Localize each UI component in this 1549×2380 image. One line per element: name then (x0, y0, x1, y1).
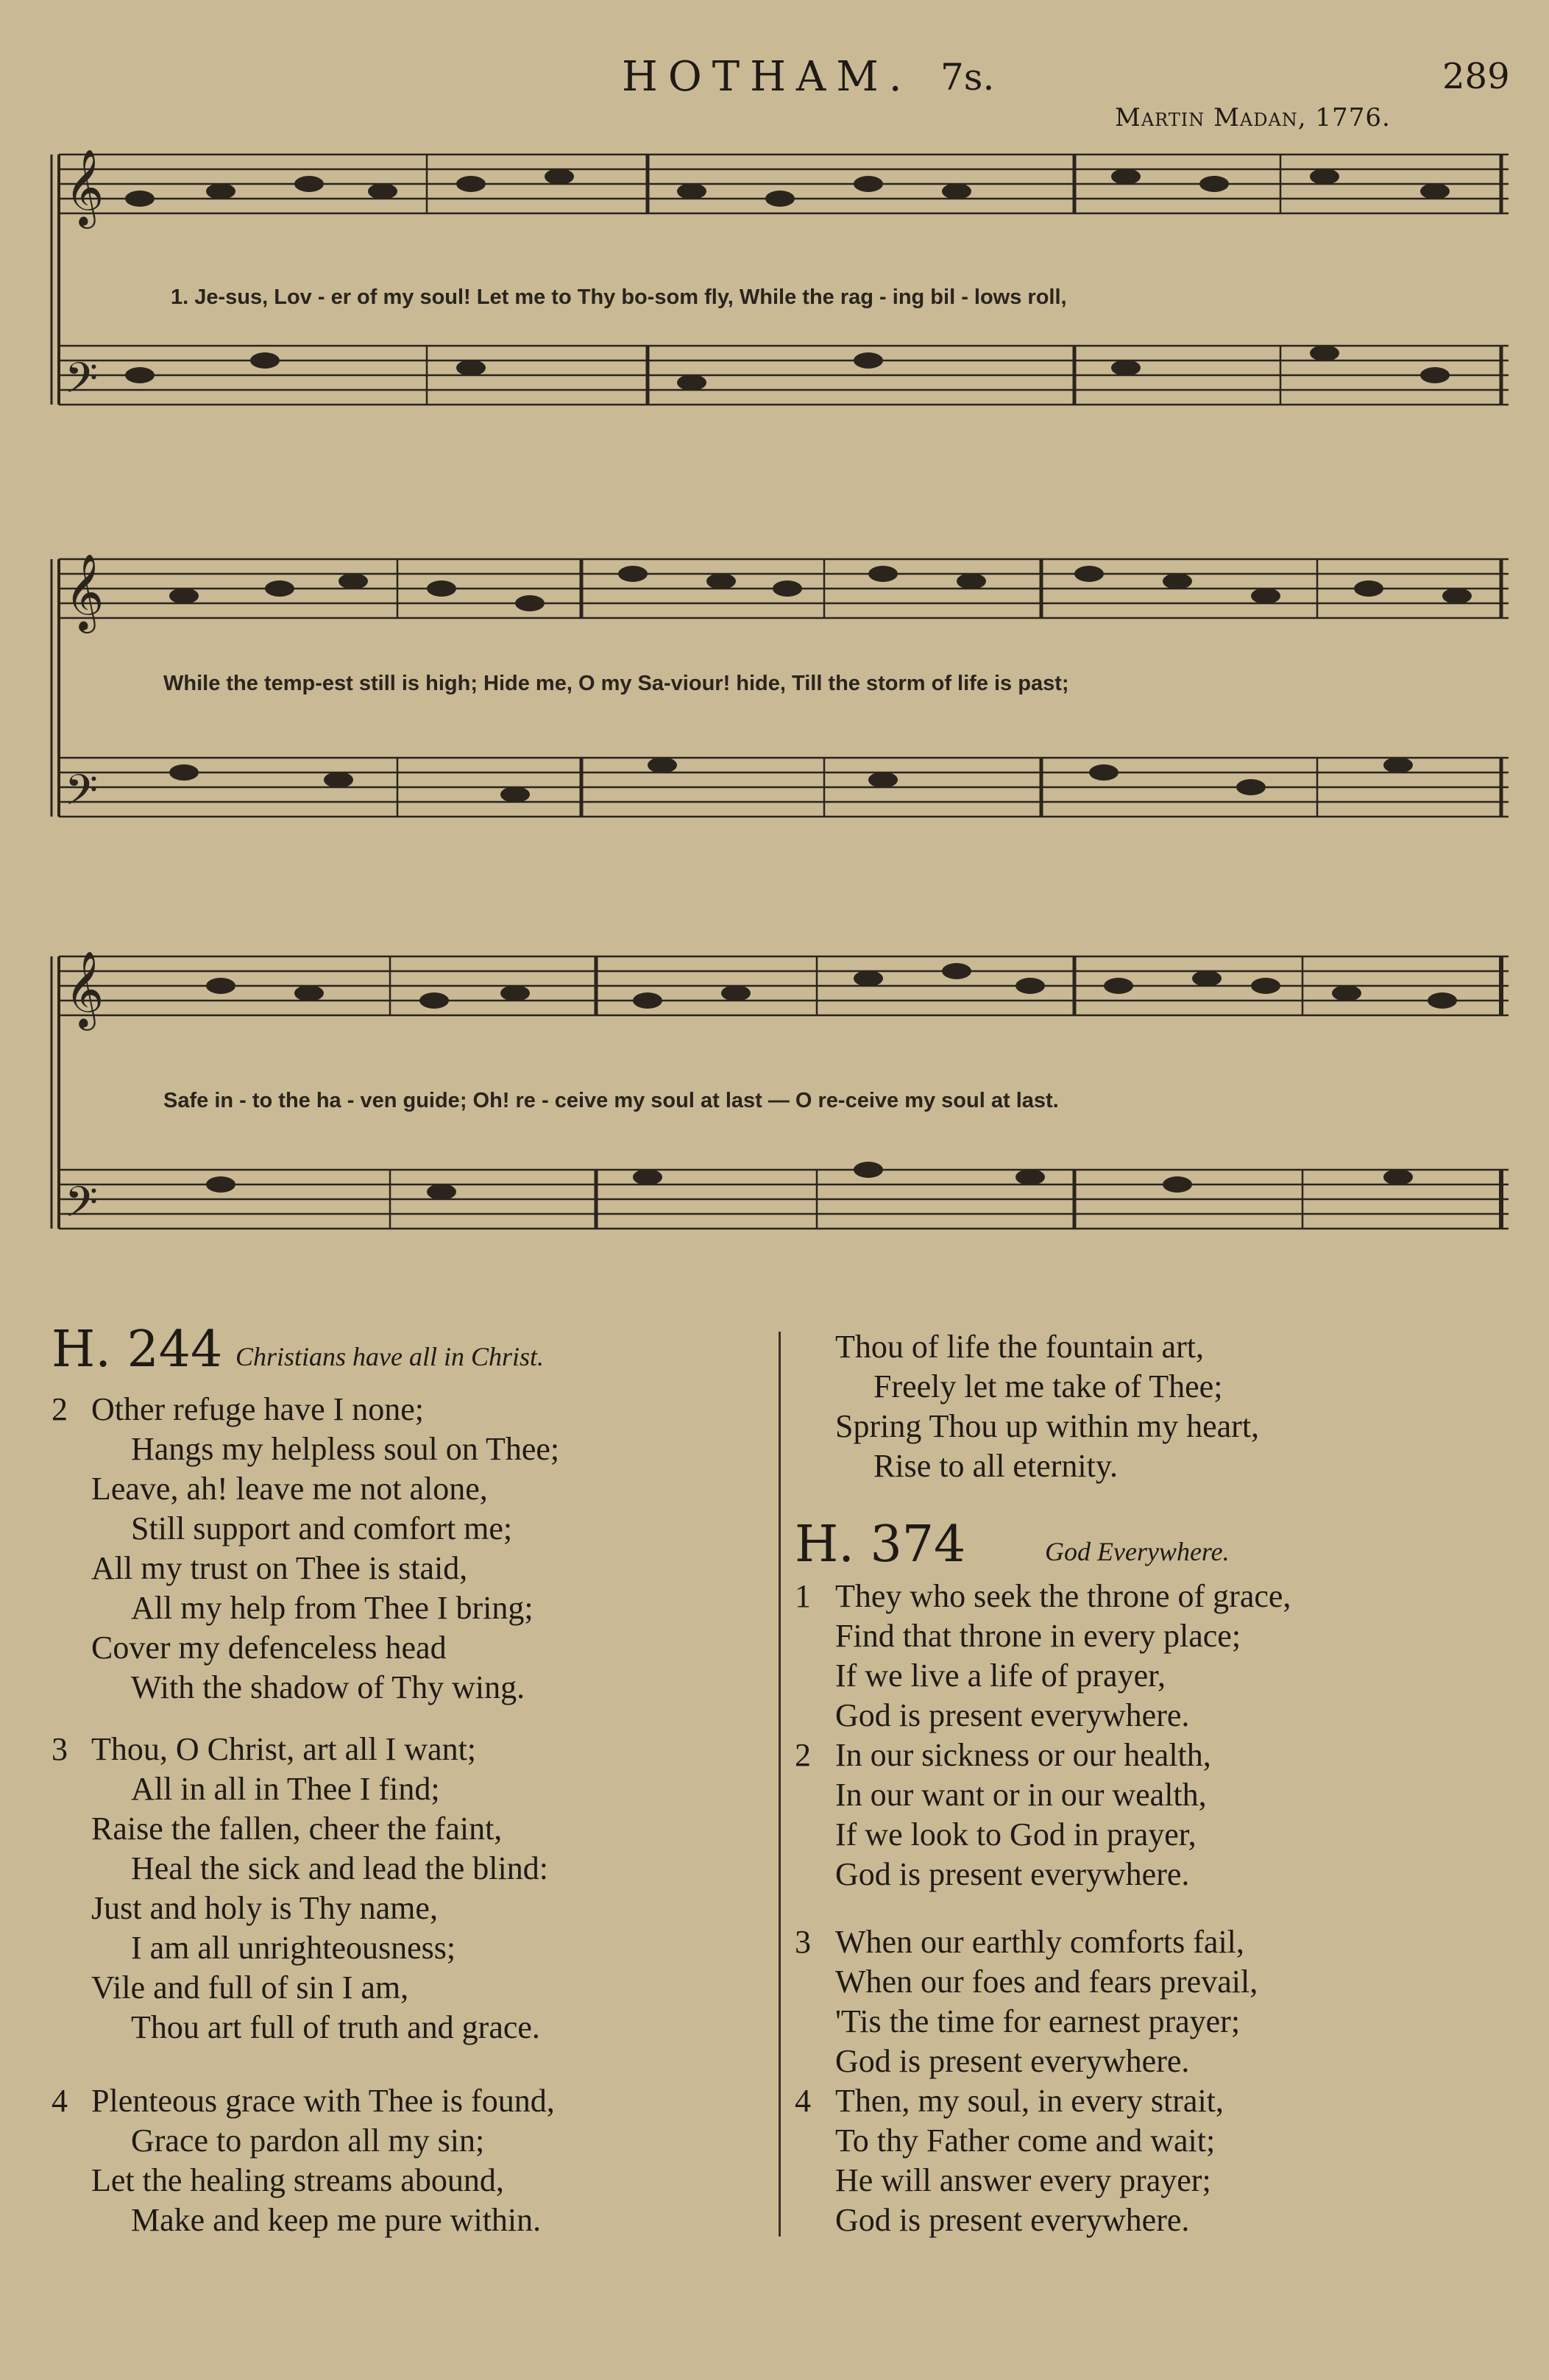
verse-number: 3 (795, 1924, 811, 1960)
lyrics-verse-line-2: While the temp-est still is high; Hide me, O my Sa-viour! hide, Till the storm of life is past; (163, 672, 1069, 695)
music-system-1 (0, 132, 1549, 449)
music-system-2 (0, 522, 1549, 868)
hymn-line: Find that throne in every place; (835, 1618, 1241, 1654)
hymn-line: With the shadow of Thy wing. (131, 1669, 525, 1705)
music-system-3 (0, 934, 1549, 1287)
lyrics-verse-line-1: 1. Je-sus, Lov - er of my soul! Let me to Thy bo-som fly, While the rag - ing bil - lows roll, (171, 285, 1067, 309)
hymn-line: If we look to God in prayer, (835, 1816, 1197, 1853)
hymn-line: God is present everywhere. (835, 2202, 1190, 2238)
hymn-line: They who seek the throne of grace, (835, 1578, 1291, 1614)
hymn-line: Grace to pardon all my sin; (131, 2123, 485, 2159)
verse-number: 1 (795, 1578, 811, 1614)
hymn-line: When our earthly comforts fail, (835, 1924, 1244, 1960)
hymn-line: Leave, ah! leave me not alone, (91, 1471, 488, 1507)
hymn-line: Thou of life the fountain art, (835, 1329, 1204, 1365)
hymn-line: Raise the fallen, cheer the faint, (91, 1811, 503, 1847)
hymn-244-number: H. 244 (52, 1321, 223, 1379)
verse-number: 2 (52, 1391, 68, 1427)
hymn-line: In our want or in our wealth, (835, 1777, 1207, 1813)
hymn-line: All my trust on Thee is staid, (91, 1550, 468, 1586)
svg-text:𝄢: 𝄢 (65, 1177, 99, 1237)
hymn-line: Just and holy is Thy name, (91, 1890, 438, 1926)
hymn-line: Thou art full of truth and grace. (131, 2009, 540, 2045)
hymn-line: Thou, O Christ, art all I want; (91, 1731, 477, 1767)
hymn-line: Spring Thou up within my heart, (835, 1408, 1260, 1444)
hymn-line: Still support and comfort me; (131, 1510, 513, 1546)
hymn-374-number: H. 374 (795, 1516, 966, 1574)
hymn-line: Vile and full of sin I am, (91, 1969, 409, 2006)
column-divider (779, 1332, 781, 2237)
hymn-line: Hangs my helpless soul on Thee; (131, 1431, 560, 1467)
hymn-line: God is present everywhere. (835, 2043, 1190, 2079)
hymn-line: Cover my defenceless head (91, 1630, 447, 1666)
hymn-line: I am all unrighteousness; (131, 1930, 456, 1966)
hymn-line: God is present everywhere. (835, 1697, 1190, 1733)
verse-number: 2 (795, 1737, 811, 1773)
svg-text:𝄞: 𝄞 (65, 553, 104, 630)
hymn-line: When our foes and fears prevail, (835, 1964, 1258, 2000)
hymn-line: Plenteous grace with Thee is found, (91, 2083, 555, 2119)
hymn-374-title: God Everywhere. (1045, 1537, 1230, 1566)
hymn-line: Let the healing streams abound, (91, 2162, 504, 2198)
svg-text:𝄢: 𝄢 (65, 353, 99, 413)
svg-text:𝄞: 𝄞 (65, 951, 104, 1028)
hymn-line: He will answer every prayer; (835, 2162, 1211, 2198)
hymn-line: Make and keep me pure within. (131, 2202, 542, 2238)
hymn-line: If we live a life of prayer, (835, 1658, 1166, 1694)
svg-text:𝄞: 𝄞 (65, 149, 104, 226)
hymn-244-title: Christians have all in Christ. (235, 1342, 545, 1371)
hymn-line: Then, my soul, in every strait, (835, 2083, 1224, 2119)
hymn-line: Other refuge have I none; (91, 1391, 425, 1427)
hymn-line: Rise to all eternity. (873, 1448, 1118, 1484)
tune-name: HOTHAM. (622, 53, 912, 101)
lyrics-verse-line-3: Safe in - to the ha - ven guide; Oh! re - ceive my soul at last — O re-ceive my soul at last. (163, 1089, 1059, 1112)
hymn-line: Freely let me take of Thee; (873, 1368, 1223, 1404)
meter: 7s. (940, 56, 995, 99)
hymn-line: 'Tis the time for earnest prayer; (835, 2003, 1241, 2039)
verse-number: 4 (52, 2083, 68, 2119)
verse-number: 4 (795, 2083, 811, 2119)
verse-number: 3 (52, 1731, 68, 1767)
hymn-line: All in all in Thee I find; (131, 1771, 440, 1807)
svg-text:𝄢: 𝄢 (65, 765, 99, 825)
hymn-line: To thy Father come and wait; (835, 2123, 1216, 2159)
hymn-line: God is present everywhere. (835, 1856, 1190, 1892)
composer-credit: Martin Madan, 1776. (1115, 103, 1391, 132)
page-number: 289 (1442, 56, 1510, 97)
hymn-line: Heal the sick and lead the blind: (131, 1850, 548, 1886)
hymn-line: In our sickness or our health, (835, 1737, 1211, 1773)
hymn-line: All my help from Thee I bring; (131, 1590, 534, 1626)
